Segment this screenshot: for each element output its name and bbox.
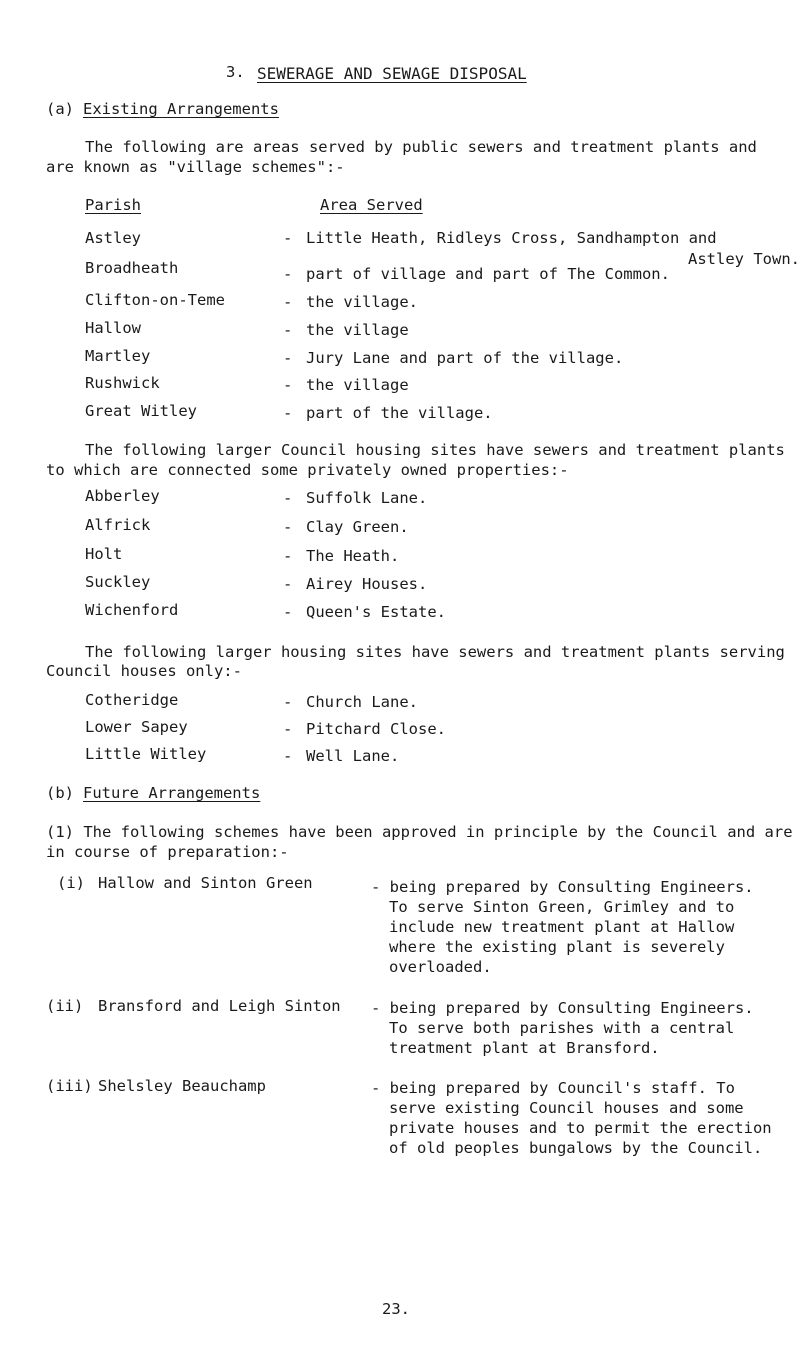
column-header-area: Area Served — [320, 196, 423, 214]
dash-separator: - — [283, 603, 293, 621]
scheme-description-line: include new treatment plant at Hallow — [389, 918, 735, 936]
area-served: the village. — [306, 293, 418, 311]
scheme-description-line: where the existing plant is severely — [389, 938, 725, 956]
council-intro-line-1: The following larger Council housing sites have sewers and treatment plants — [85, 441, 785, 459]
parish-name: Little Witley — [85, 745, 207, 763]
site-name: Pitchard Close. — [306, 720, 446, 738]
site-name: Suffolk Lane. — [306, 489, 428, 507]
dash-separator: - — [283, 404, 293, 422]
scheme-description-line: serve existing Council houses and some — [389, 1099, 744, 1117]
area-served-continuation: Astley Town. — [688, 250, 800, 268]
page-number: 23. — [382, 1300, 410, 1318]
section-a-label: (a) — [46, 100, 74, 118]
area-served: the village — [306, 376, 409, 394]
parish-name: Clifton-on-Teme — [85, 291, 225, 309]
site-name: The Heath. — [306, 547, 400, 565]
parish-name: Rushwick — [85, 374, 160, 392]
dash-separator: - — [283, 321, 293, 339]
area-served: part of village and part of The Common. — [306, 265, 670, 283]
scheme-description-line: - being prepared by Consulting Engineers. — [371, 878, 754, 896]
parish-name: Astley — [85, 229, 141, 247]
parish-name: Hallow — [85, 319, 141, 337]
parish-name: Broadheath — [85, 259, 179, 277]
parish-name: Martley — [85, 347, 151, 365]
dash-separator: - — [283, 747, 293, 765]
parish-name: Abberley — [85, 487, 160, 505]
dash-separator: - — [283, 720, 293, 738]
parish-name: Holt — [85, 545, 123, 563]
council-only-intro-line-2: Council houses only:- — [46, 662, 242, 680]
section-a-title: Existing Arrangements — [83, 100, 279, 118]
site-name: Well Lane. — [306, 747, 400, 765]
dash-separator: - — [283, 489, 293, 507]
item-1-line-1: (1) The following schemes have been approved in principle by the Council and are — [46, 823, 793, 841]
scheme-description-line: To serve both parishes with a central — [389, 1019, 735, 1037]
column-header-parish: Parish — [85, 196, 141, 214]
dash-separator: - — [283, 518, 293, 536]
area-served: Jury Lane and part of the village. — [306, 349, 624, 367]
site-name: Airey Houses. — [306, 575, 428, 593]
scheme-description-line: To serve Sinton Green, Grimley and to — [389, 898, 735, 916]
scheme-description-line: private houses and to permit the erection — [389, 1119, 772, 1137]
section-b-label: (b) — [46, 784, 74, 802]
dash-separator: - — [283, 293, 293, 311]
scheme-name: Hallow and Sinton Green — [98, 874, 313, 892]
dash-separator: - — [283, 229, 293, 247]
item-1-line-2: in course of preparation:- — [46, 843, 289, 861]
scheme-label: (i) — [57, 874, 85, 892]
parish-name: Suckley — [85, 573, 151, 591]
site-name: Queen's Estate. — [306, 603, 446, 621]
parish-name: Alfrick — [85, 516, 151, 534]
page-title: SEWERAGE AND SEWAGE DISPOSAL — [257, 64, 527, 83]
scheme-description-line: - being prepared by Council's staff. To — [371, 1079, 735, 1097]
dash-separator: - — [283, 547, 293, 565]
area-served: Little Heath, Ridleys Cross, Sandhampton and — [306, 229, 717, 247]
dash-separator: - — [283, 693, 293, 711]
scheme-description-line: - being prepared by Consulting Engineers. — [371, 999, 754, 1017]
scheme-name: Shelsley Beauchamp — [98, 1077, 266, 1095]
dash-separator: - — [283, 265, 293, 283]
parish-name: Cotheridge — [85, 691, 179, 709]
council-only-intro-line-1: The following larger housing sites have sewers and treatment plants serving — [85, 643, 785, 661]
section-b-title: Future Arrangements — [83, 784, 261, 802]
site-name: Church Lane. — [306, 693, 418, 711]
area-served: part of the village. — [306, 404, 493, 422]
dash-separator: - — [283, 575, 293, 593]
site-name: Clay Green. — [306, 518, 409, 536]
parish-name: Lower Sapey — [85, 718, 188, 736]
scheme-name: Bransford and Leigh Sinton — [98, 997, 341, 1015]
intro-line-2: are known as "village schemes":- — [46, 158, 345, 176]
council-intro-line-2: to which are connected some privately owned properties:- — [46, 461, 569, 479]
dash-separator: - — [283, 349, 293, 367]
dash-separator: - — [283, 376, 293, 394]
heading-number: 3. — [226, 63, 245, 81]
scheme-label: (iii) — [46, 1077, 93, 1095]
scheme-description-line: overloaded. — [389, 958, 492, 976]
scheme-description-line: of old peoples bungalows by the Council. — [389, 1139, 763, 1157]
area-served: the village — [306, 321, 409, 339]
parish-name: Wichenford — [85, 601, 179, 619]
scheme-label: (ii) — [46, 997, 84, 1015]
scheme-description-line: treatment plant at Bransford. — [389, 1039, 660, 1057]
intro-line-1: The following are areas served by public sewers and treatment plants and — [85, 138, 757, 156]
parish-name: Great Witley — [85, 402, 197, 420]
